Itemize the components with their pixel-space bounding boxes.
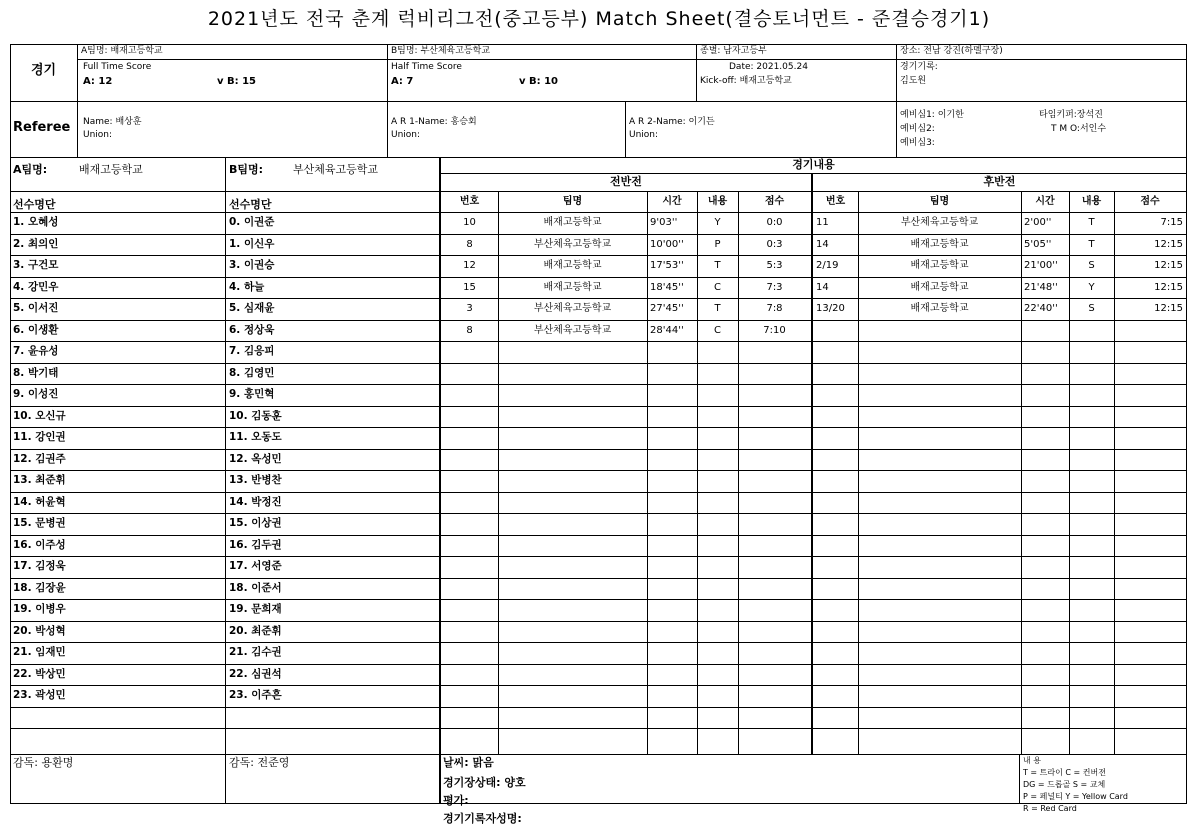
first-half-cell: 28'44'' [650,324,684,336]
team-a-player: 3. 구건모 [13,259,59,271]
team-a-player: 4. 강민우 [13,280,59,293]
second-half-cell: 12:15 [1154,260,1183,271]
team-a-roster-label: A팀명: [13,163,48,176]
first-half-cell: 15 [463,281,476,293]
referee-union: Union: [83,130,113,140]
first-half-cell: 부산체육고등학교 [533,324,612,336]
tmo: T M O:서인수 [1051,124,1107,134]
legend-line-4: R = Red Card [1023,804,1077,813]
first-half-col-header: 시간 [662,196,682,207]
kickoff: Kick-off: 배재고등학교 [700,76,792,86]
full-time-a: A: 12 [83,76,113,87]
referee-name: Name: 배상훈 [83,117,142,127]
team-a-player: 18. 김장윤 [13,581,66,594]
main-grid [10,157,1187,825]
legend-line-2: DG = 드롭골 S = 교체 [1023,780,1106,789]
second-half-cell: T [1088,217,1095,228]
team-a-player: 19. 이병우 [13,603,66,615]
second-half-cell: 12:15 [1154,303,1183,314]
team-b-player: 7. 김응피 [229,345,275,357]
recorder: 김도원 [900,76,927,86]
first-half-cell: 부산체육고등학교 [533,238,612,250]
team-a-player: 21. 임재민 [13,646,66,658]
second-half-cell: 22'40'' [1024,303,1058,314]
referee-label: Referee [13,120,71,135]
second-half-cell: 14 [816,281,829,293]
first-half-cell: P [714,238,721,250]
team-a-player: 6. 이생환 [13,323,59,336]
team-a-players-header: 선수명단 [13,198,56,211]
first-half-cell: 배재고등학교 [543,281,602,293]
second-half-cell: 14 [816,238,829,250]
first-half-cell: C [714,324,721,336]
team-a-player: 2. 최의인 [13,237,59,250]
second-half-col-header: 시간 [1035,196,1055,207]
team-b-player: 5. 심재윤 [229,302,275,314]
first-half-cell: 17'53'' [650,260,684,271]
first-half-cell: T [714,260,721,271]
second-half-col-header: 팀명 [929,196,950,207]
first-half-col-header: 내용 [707,196,728,207]
first-half-cell: 9'03'' [650,217,678,228]
game-info-section [10,44,1187,102]
second-half-cell: 11 [816,217,829,228]
first-half-cell: 18'45'' [650,281,684,293]
team-a-player: 17. 김정욱 [13,560,66,572]
legend-line-1: T = 트라이 C = 컨버젼 [1023,768,1106,777]
reserve-1: 예비심1: 이기한 [900,110,964,120]
ar2-union: Union: [629,130,659,140]
second-half-cell: Y [1088,281,1095,293]
second-half-cell: 12:15 [1154,238,1183,250]
team-a-player: 12. 김권주 [13,452,66,465]
recorder-sign: 경기기록자성명: [443,812,522,825]
team-a-player: 23. 곽성민 [13,689,66,701]
team-b-player: 22. 심권석 [229,667,282,680]
legend-title: 내 용 [1023,756,1041,765]
team-b-players-header: 선수명단 [229,198,272,211]
reserve-2: 예비심2: [900,124,935,134]
team-b-player: 9. 홍민혁 [229,388,275,400]
half-time-a: A: 7 [391,76,414,87]
team-b-player: 1. 이신우 [229,237,275,250]
team-a-player: 13. 최준휘 [13,474,66,486]
page-title: 2021년도 전국 춘계 럭비리그전(중고등부) Match Sheet(결승토너먼트 - 준결승경기1) [207,8,991,30]
team-b-player: 17. 서영준 [229,560,282,572]
team-a-player: 7. 윤유성 [13,345,59,357]
ar1-name: A R 1-Name: 홍승회 [391,117,477,127]
team-b-player: 11. 오동도 [229,431,282,443]
second-half-cell: 21'00'' [1024,260,1058,271]
team-b-player: 8. 김영민 [229,366,275,379]
first-half-cell: 10 [463,217,476,228]
weather: 날씨: 맑음 [443,756,494,769]
coach-b: 감독: 전준영 [229,756,290,769]
category: 종별: 남자고등부 [700,46,767,56]
second-half-cell: 배재고등학교 [910,238,969,250]
venue: 장소: 전남 강진(하멜구장) [900,46,1003,56]
game-label: 경기 [31,63,57,78]
first-half-cell: Y [714,217,721,228]
team-a-player: 8. 박기태 [13,366,59,379]
first-half-cell: 배재고등학교 [543,260,602,271]
second-half-cell: 5'05'' [1024,238,1052,250]
second-half-cell: 13/20 [816,303,845,314]
second-half-cell: 2/19 [816,260,839,271]
second-half-cell: 12:15 [1154,281,1183,293]
team-b-player: 14. 박정진 [229,495,282,508]
first-half-cell: 0:0 [766,217,783,228]
full-time-label: Full Time Score [83,62,152,72]
first-half-cell: 7:3 [766,281,783,293]
first-half-cell: C [714,281,721,293]
team-b-player: 12. 옥성민 [229,452,282,465]
first-half-cell: 8 [466,324,473,336]
second-half-col-header: 번호 [825,196,846,207]
team-a-player: 11. 강인권 [13,431,66,443]
second-half-cell: 배재고등학교 [910,281,969,293]
second-half-title: 후반전 [983,175,1016,188]
team-b-player: 13. 반병찬 [229,474,282,486]
reserve-3: 예비심3: [900,138,935,148]
team-a-player: 16. 이주성 [13,538,66,551]
team-b-name: B팀명: 부산체육고등학교 [391,46,491,56]
timekeeper: 타임키퍼:장석진 [1039,110,1103,120]
match-content-title: 경기내용 [792,158,835,171]
team-b-player: 21. 김수권 [229,646,282,658]
second-half-cell: S [1088,303,1095,314]
second-half-cell: 배재고등학교 [910,260,969,271]
second-half-cell: 2'00'' [1024,217,1052,228]
first-half-title: 전반전 [610,175,642,188]
team-b-roster-name: 부산체육고등학교 [293,163,379,176]
team-b-player: 3. 이권승 [229,259,275,271]
first-half-cell: 7:8 [766,303,783,314]
record-label: 경기기록: [900,62,938,72]
team-b-player: 18. 이준서 [229,581,282,594]
team-a-player: 5. 이서진 [13,302,59,314]
ar2-name: A R 2-Name: 이기든 [629,117,715,127]
legend-line-3: P = 페널티 Y = Yellow Card [1023,792,1128,801]
first-half-col-header: 점수 [764,196,785,207]
ar1-union: Union: [391,130,421,140]
coach-a: 감독: 용환명 [13,756,74,769]
first-half-cell: 배재고등학교 [543,217,602,228]
second-half-col-header: 내용 [1081,196,1102,207]
first-half-col-header: 팀명 [562,196,583,207]
first-half-cell: 10'00'' [650,238,684,250]
team-a-player: 20. 박성혁 [13,624,66,637]
referee-section [10,101,1187,158]
team-b-player: 15. 이상권 [229,517,282,529]
team-b-player: 6. 정상욱 [229,323,275,336]
first-half-cell: 5:3 [766,260,783,271]
second-half-col-header: 점수 [1140,196,1160,207]
half-time-b: v B: 10 [519,76,559,87]
team-a-player: 1. 오혜성 [13,216,59,228]
team-a-name: A팀명: 배재고등학교 [81,46,163,56]
second-half-cell: 부산체육고등학교 [900,217,979,228]
first-half-cell: 27'45'' [650,303,684,314]
second-half-cell: 배재고등학교 [910,303,969,314]
half-time-label: Half Time Score [391,62,462,72]
first-half-cell: 0:3 [766,238,783,250]
first-half-col-header: 번호 [459,196,480,207]
team-b-player: 23. 이주흔 [229,689,282,701]
second-half-cell: S [1088,260,1095,271]
first-half-cell: 12 [463,260,476,271]
team-a-player: 22. 박상민 [13,667,66,680]
team-a-player: 15. 문병권 [13,517,66,529]
match-sheet [10,44,1187,825]
team-a-player: 10. 오신규 [13,409,66,422]
first-half-cell: 7:10 [763,324,786,336]
second-half-cell: 7:15 [1160,217,1183,228]
team-b-player: 10. 김동훈 [229,409,282,422]
team-b-player: 0. 이권준 [229,216,275,228]
second-half-cell: 21'48'' [1024,281,1058,293]
full-time-b: v B: 15 [217,76,257,87]
team-a-player: 9. 이성진 [13,388,59,400]
first-half-cell: 8 [466,238,473,250]
team-b-player: 4. 하늘 [229,280,265,293]
team-b-player: 16. 김두권 [229,538,282,551]
first-half-cell: 3 [466,303,473,314]
team-b-player: 19. 문희재 [229,603,282,615]
first-half-cell: T [714,303,721,314]
evaluation: 평가: [443,794,469,807]
team-a-roster-name: 배재고등학교 [79,163,143,176]
team-b-player: 20. 최준휘 [229,624,282,637]
team-b-roster-label: B팀명: [229,163,264,176]
team-a-player: 14. 허윤혁 [13,495,66,508]
second-half-cell: T [1088,238,1095,250]
match-date: Date: 2021.05.24 [729,62,808,72]
ground-condition: 경기장상태: 양호 [443,776,526,789]
first-half-cell: 부산체육고등학교 [533,303,612,314]
